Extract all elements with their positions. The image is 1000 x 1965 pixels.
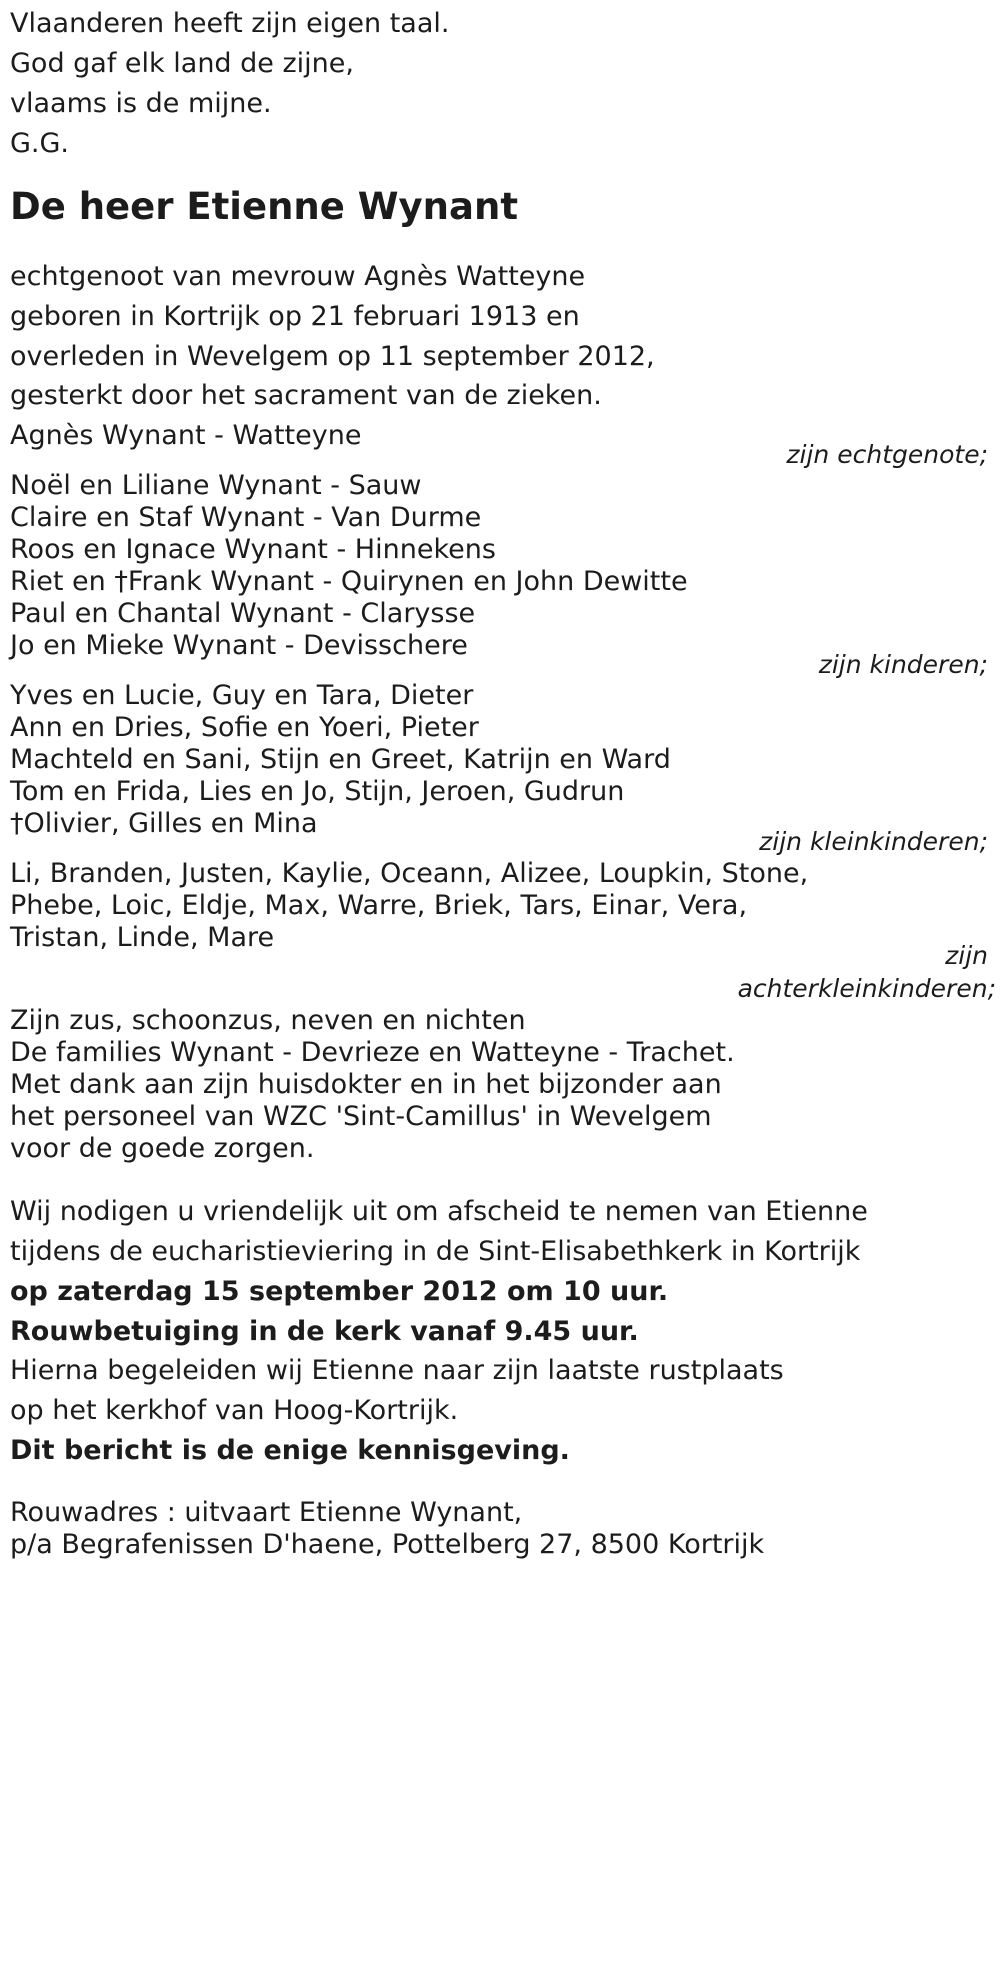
grandchild-name: Machteld en Sani, Stijn en Greet, Katrijn en Ward [10,744,671,775]
family-line: Zijn zus, schoonzus, neven en nichten [10,1005,526,1036]
grandchildren-relation: zijn kleinkinderen; [759,827,988,856]
ceremony-date: op zaterdag 15 september 2012 om 10 uur. [10,1276,669,1307]
child-name: Noël en Liliane Wynant - Sauw [10,470,422,501]
spouse-relation: zijn echtgenote; [786,440,988,469]
child-name: Jo en Mieke Wynant - Devisschere [10,630,468,661]
family-line: De families Wynant - Devrieze en Watteyne - Trachet. [10,1037,735,1068]
grandchild-name: Yves en Lucie, Guy en Tara, Dieter [10,680,474,711]
great-grandchildren-relation: zijn [945,941,988,970]
great-grandchild-names: Tristan, Linde, Mare [10,922,275,953]
grandchild-name: Tom en Frida, Lies en Jo, Stijn, Jeroen, Gudrun [10,776,625,807]
great-grandchild-names: Li, Branden, Justen, Kaylie, Oceann, Alizee, Loupkin, Stone, [10,858,809,889]
invite-line: Wij nodigen u vriendelijk uit om afscheid te nemen van Etienne [10,1196,868,1227]
address-line: p/a Begrafenissen D'haene, Pottelberg 27, 8500 Kortrijk [10,1529,765,1560]
intro-line: echtgenoot van mevrouw Agnès Watteyne [10,261,586,292]
burial-line: Hierna begeleiden wij Etienne naar zijn laatste rustplaats [10,1355,784,1386]
children-relation: zijn kinderen; [818,650,988,679]
poem-line: God gaf elk land de zijne, [10,48,354,79]
grandchild-name: †Olivier, Gilles en Mina [10,808,318,839]
great-grandchild-names: Phebe, Loic, Eldje, Max, Warre, Briek, Tars, Einar, Vera, [10,890,748,921]
great-grandchildren-relation: achterkleinkinderen; [737,974,996,1003]
family-line: voor de goede zorgen. [10,1133,315,1164]
intro-line: geboren in Kortrijk op 21 februari 1913 en [10,301,580,332]
intro-line: gesterkt door het sacrament van de zieken. [10,380,602,411]
address-line: Rouwadres : uitvaart Etienne Wynant, [10,1497,523,1528]
child-name: Roos en Ignace Wynant - Hinnekens [10,534,496,565]
invite-line: tijdens de eucharistieviering in de Sint-Elisabethkerk in Kortrijk [10,1236,861,1267]
family-line: Met dank aan zijn huisdokter en in het bijzonder aan [10,1069,722,1100]
child-name: Paul en Chantal Wynant - Clarysse [10,598,476,629]
intro-line: overleden in Wevelgem op 11 september 2012, [10,341,655,372]
poem-line: Vlaanderen heeft zijn eigen taal. [10,8,450,39]
child-name: Claire en Staf Wynant - Van Durme [10,502,482,533]
child-name: Riet en †Frank Wynant - Quirynen en John Dewitte [10,566,688,597]
grandchild-name: Ann en Dries, Sofie en Yoeri, Pieter [10,712,479,743]
spouse-name: Agnès Wynant - Watteyne [10,420,362,451]
family-line: het personeel van WZC 'Sint-Camillus' in Wevelgem [10,1101,712,1132]
deceased-name: De heer Etienne Wynant [10,185,519,228]
notice: Dit bericht is de enige kennisgeving. [10,1435,570,1466]
poem-signature: G.G. [10,128,70,159]
burial-line: op het kerkhof van Hoog-Kortrijk. [10,1395,459,1426]
condolence-time: Rouwbetuiging in de kerk vanaf 9.45 uur. [10,1316,639,1347]
poem-line: vlaams is de mijne. [10,88,272,119]
